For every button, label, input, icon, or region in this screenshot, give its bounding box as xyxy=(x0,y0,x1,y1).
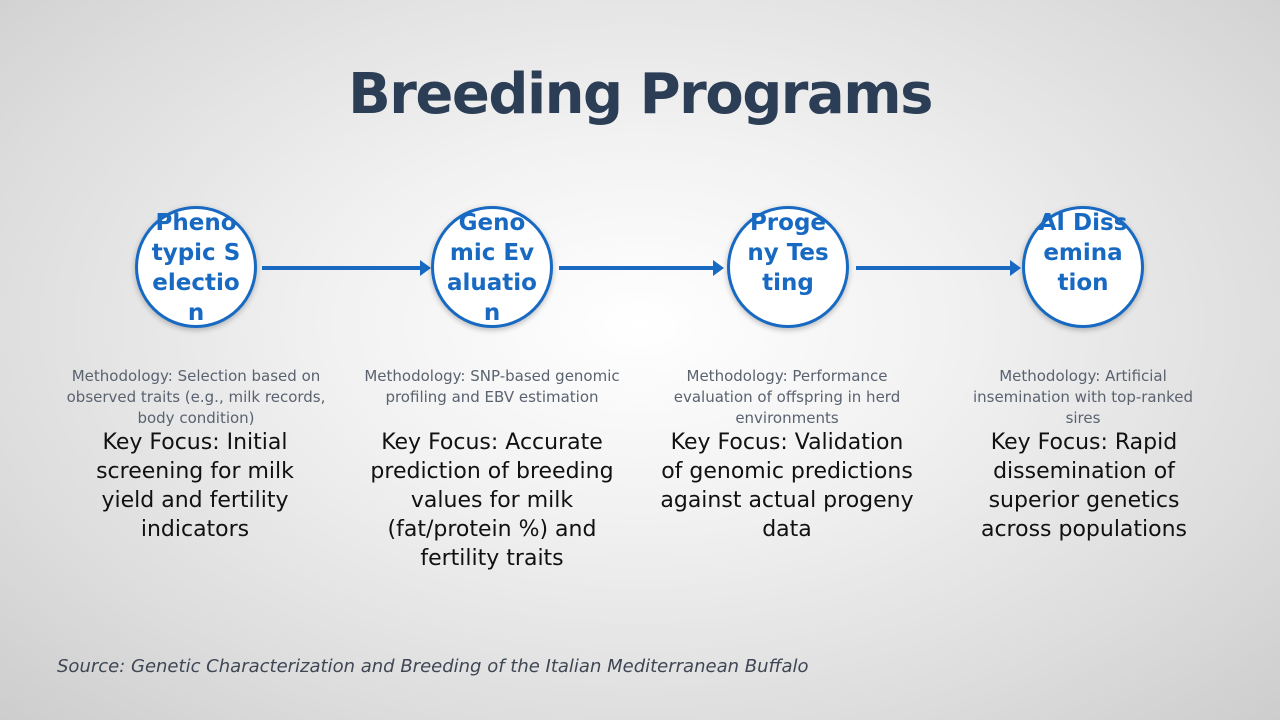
step-key-focus: Key Focus: Validation of genomic predictions against actual progeny data xyxy=(660,430,914,542)
step-label: Phenotypic Selection xyxy=(151,210,241,326)
step-label: Progeny Testing xyxy=(747,210,829,296)
step-key-focus: Key Focus: Rapid dissemination of superior genetics across populations xyxy=(980,430,1188,542)
page-title: Breeding Programs xyxy=(348,62,932,127)
arrow-connector-2 xyxy=(559,266,715,270)
source-citation: Source: Genetic Characterization and Breeding of the Italian Mediterranean Buffalo xyxy=(57,656,809,677)
step-methodology: Methodology: Artificial insemination with top-ranked sires xyxy=(972,367,1194,427)
step-methodology: Methodology: Selection based on observed traits (e.g., milk records, body condition) xyxy=(66,367,326,427)
step-methodology: Methodology: SNP-based genomic profiling and EBV estimation xyxy=(364,367,620,406)
step-label: Genomic Evaluation xyxy=(447,210,537,326)
step-key-focus: Key Focus: Accurate prediction of breeding values for milk (fat/protein %) and fertility traits xyxy=(370,430,614,571)
arrow-connector-1 xyxy=(262,266,422,270)
step-label: AI Dissemination xyxy=(1038,210,1128,296)
step-methodology: Methodology: Performance evaluation of offspring in herd environments xyxy=(673,367,901,427)
step-key-focus: Key Focus: Initial screening for milk yield and fertility indicators xyxy=(96,430,294,542)
arrow-connector-3 xyxy=(856,266,1012,270)
